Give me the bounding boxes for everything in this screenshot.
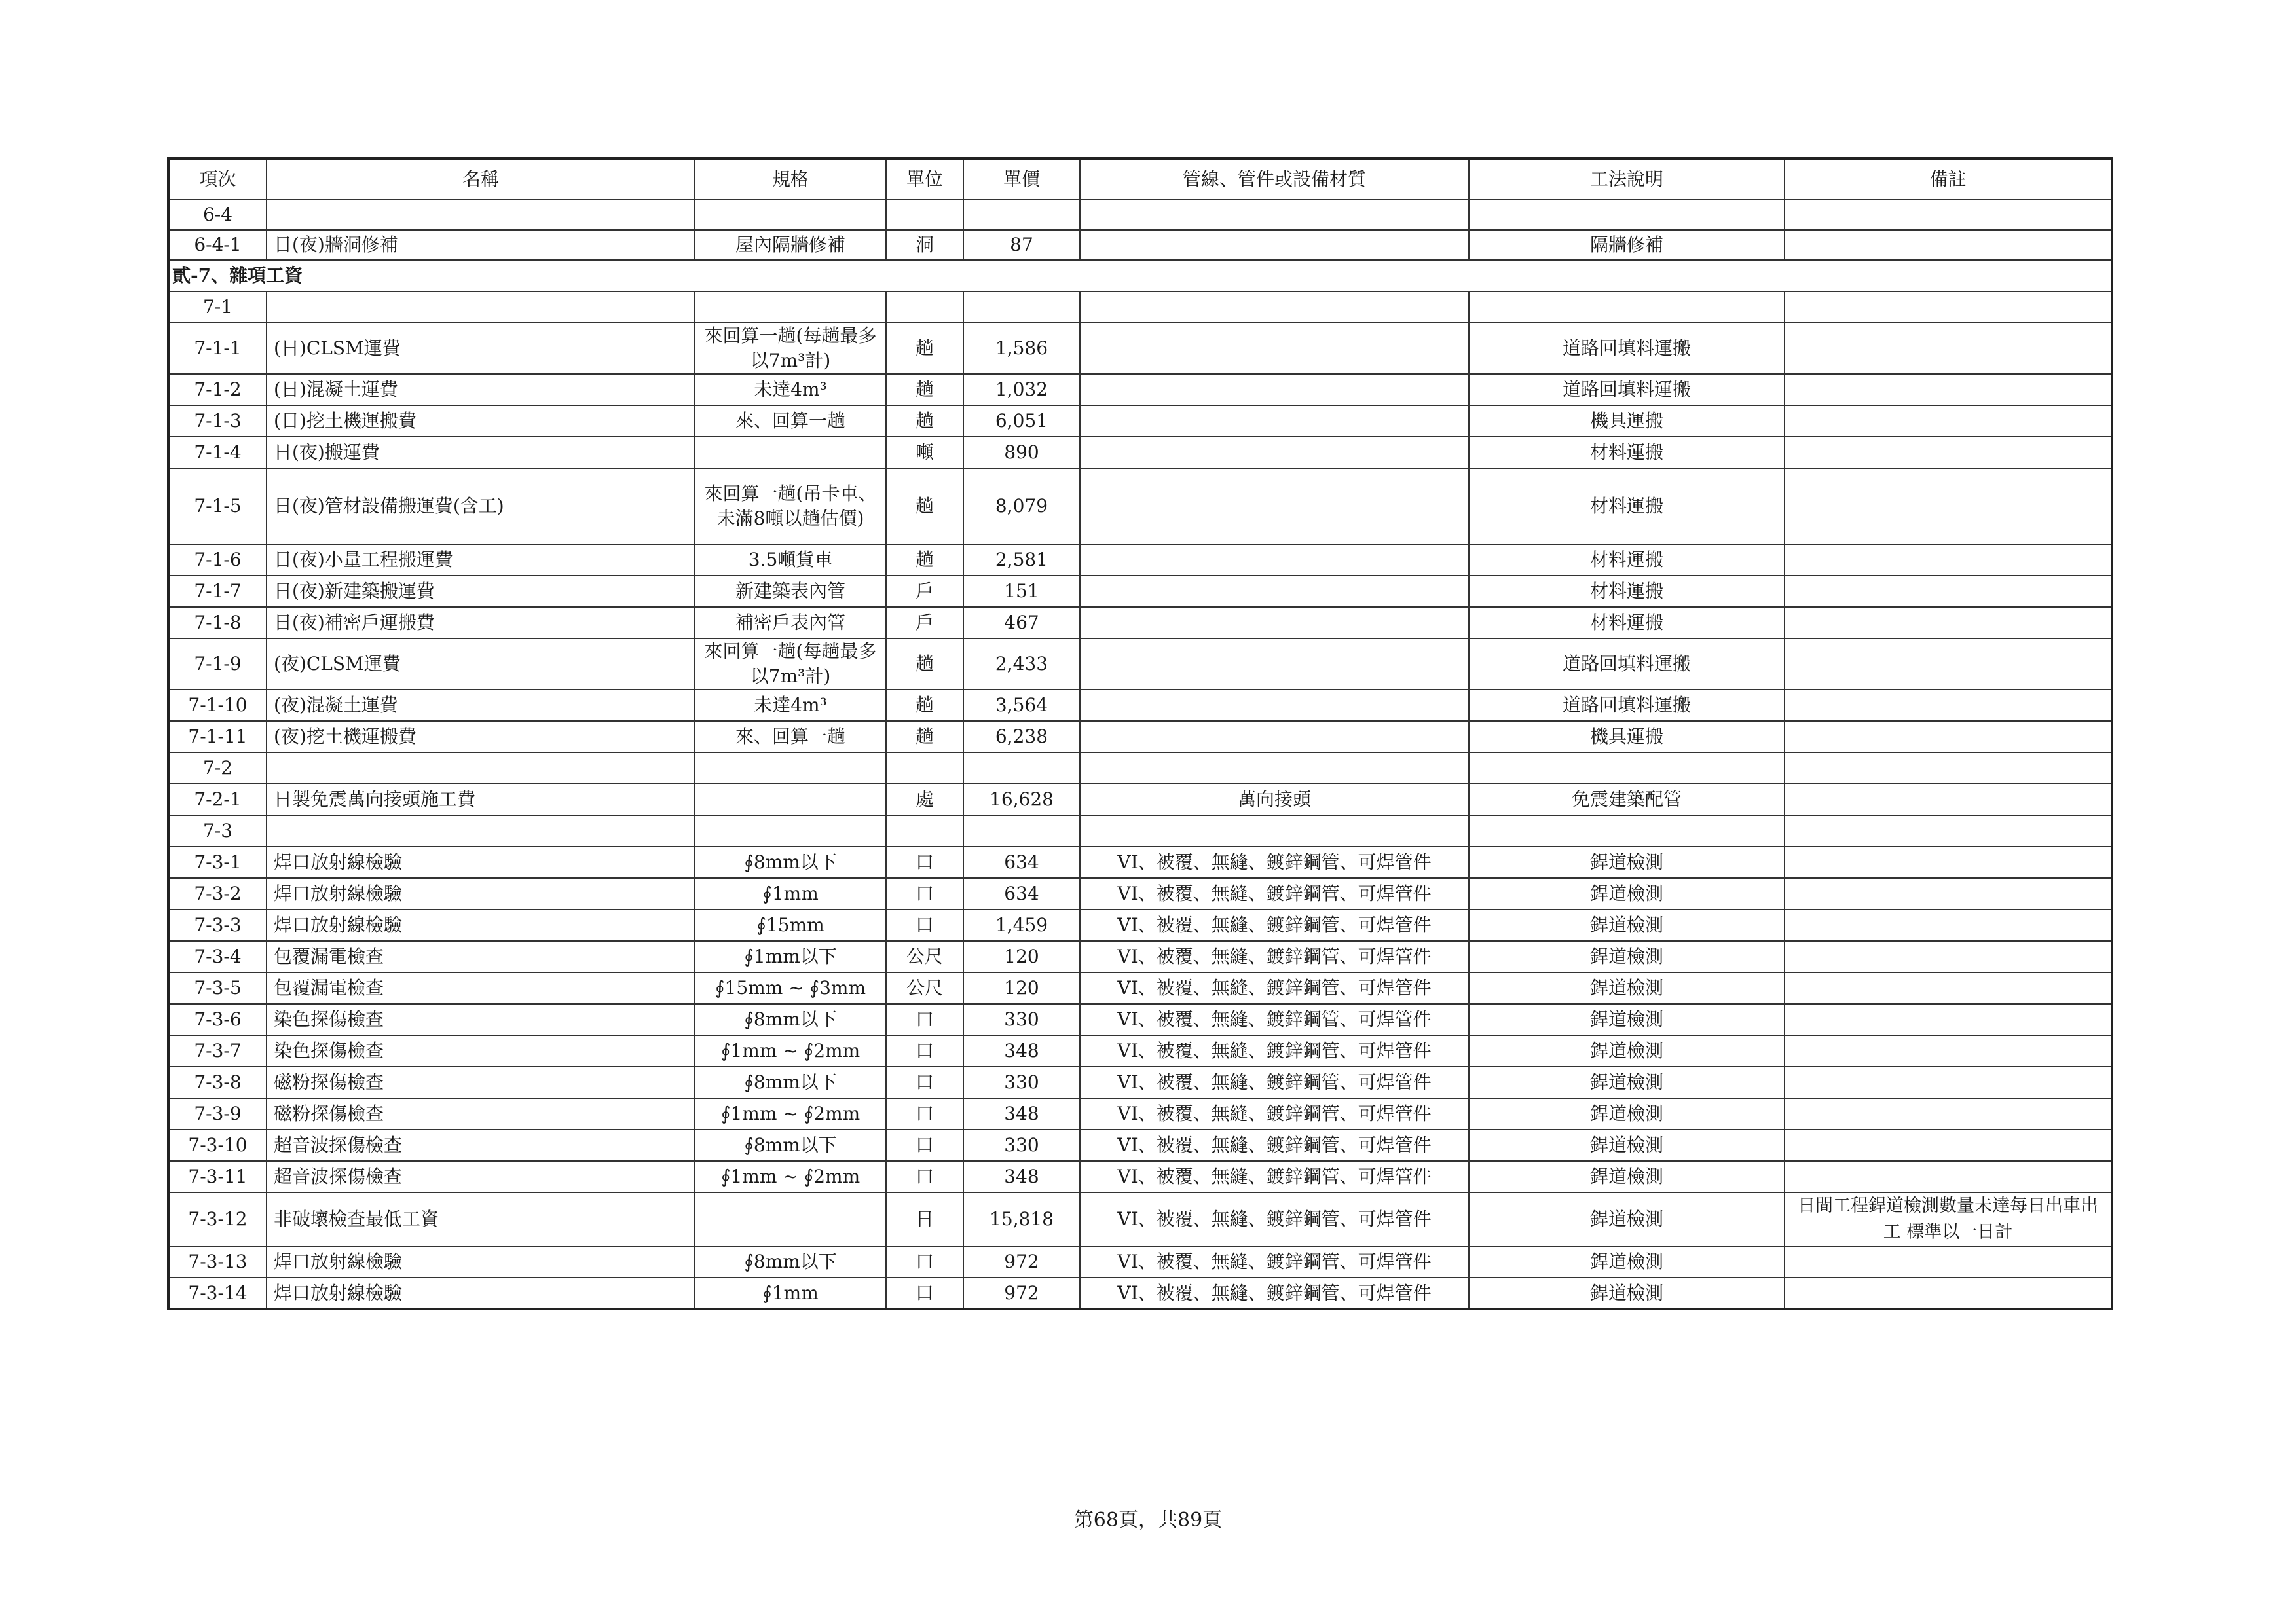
table-row xyxy=(168,815,2112,847)
table-row xyxy=(168,910,2112,941)
material-cell: VI、被覆、無縫、鍍鋅鋼管、可焊管件 xyxy=(1080,1246,1469,1278)
remarks-cell xyxy=(1785,468,2112,544)
remarks-cell xyxy=(1785,784,2112,815)
material-cell xyxy=(1080,544,1469,576)
item-no-cell: 7-3-13 xyxy=(168,1246,267,1278)
unit-price-cell: 8,079 xyxy=(963,468,1080,544)
unit-price-cell xyxy=(963,291,1080,323)
table-row xyxy=(168,638,2112,690)
item-no-cell: 7-1-5 xyxy=(168,468,267,544)
remarks-cell xyxy=(1785,405,2112,437)
method-cell xyxy=(1469,200,1785,230)
material-cell: VI、被覆、無縫、鍍鋅鋼管、可焊管件 xyxy=(1080,1130,1469,1161)
unit-price-cell: 348 xyxy=(963,1098,1080,1130)
item-no-cell: 7-1-3 xyxy=(168,405,267,437)
table-row xyxy=(168,1161,2112,1192)
material-cell xyxy=(1080,607,1469,638)
unit-price-cell: 1,459 xyxy=(963,910,1080,941)
method-cell: 銲道檢測 xyxy=(1469,941,1785,972)
material-cell xyxy=(1080,721,1469,752)
name-cell: 染色探傷檢查 xyxy=(267,1035,695,1067)
unit-price-cell: 467 xyxy=(963,607,1080,638)
table-row xyxy=(168,941,2112,972)
unit-cell: 公尺 xyxy=(886,941,963,972)
spec-cell: 未達4m³ xyxy=(695,690,886,721)
material-cell: VI、被覆、無縫、鍍鋅鋼管、可焊管件 xyxy=(1080,878,1469,910)
remarks-cell xyxy=(1785,1246,2112,1278)
spec-cell: 屋內隔牆修補 xyxy=(695,230,886,260)
method-cell: 材料運搬 xyxy=(1469,437,1785,468)
unit-price-cell xyxy=(963,815,1080,847)
header-cell-unit-price: 單價 xyxy=(963,158,1080,200)
section-title: 貳-7、雜項工資 xyxy=(168,260,2112,291)
remarks-cell xyxy=(1785,1067,2112,1098)
remarks-cell xyxy=(1785,576,2112,607)
unit-price-cell: 2,433 xyxy=(963,638,1080,690)
table-row xyxy=(168,374,2112,405)
unit-price-cell: 348 xyxy=(963,1035,1080,1067)
spec-cell: ∮8mm以下 xyxy=(695,1246,886,1278)
method-cell: 道路回填料運搬 xyxy=(1469,323,1785,374)
item-no-cell: 7-3 xyxy=(168,815,267,847)
remarks-cell xyxy=(1785,1161,2112,1192)
section-row xyxy=(168,260,2112,291)
spec-cell: ∮15mm xyxy=(695,910,886,941)
method-cell xyxy=(1469,752,1785,784)
material-cell: VI、被覆、無縫、鍍鋅鋼管、可焊管件 xyxy=(1080,1161,1469,1192)
unit-cell: 口 xyxy=(886,878,963,910)
table-row xyxy=(168,437,2112,468)
name-cell: 包覆漏電檢查 xyxy=(267,941,695,972)
header-cell-remarks: 備註 xyxy=(1785,158,2112,200)
item-no-cell: 7-3-3 xyxy=(168,910,267,941)
name-cell xyxy=(267,815,695,847)
spec-cell: ∮1mm ~ ∮2mm xyxy=(695,1098,886,1130)
table-row xyxy=(168,405,2112,437)
table-row xyxy=(168,752,2112,784)
table-body xyxy=(168,200,2112,1309)
method-cell: 銲道檢測 xyxy=(1469,847,1785,878)
remarks-cell xyxy=(1785,972,2112,1004)
material-cell xyxy=(1080,405,1469,437)
header-cell-unit: 單位 xyxy=(886,158,963,200)
method-cell: 道路回填料運搬 xyxy=(1469,374,1785,405)
unit-price-cell: 151 xyxy=(963,576,1080,607)
material-cell xyxy=(1080,576,1469,607)
table-row xyxy=(168,847,2112,878)
spec-cell: 來回算一趟(每趟最多以7m³計) xyxy=(695,323,886,374)
spec-cell: ∮1mm ~ ∮2mm xyxy=(695,1035,886,1067)
item-no-cell: 7-1-8 xyxy=(168,607,267,638)
spec-cell: 來、回算一趟 xyxy=(695,721,886,752)
item-no-cell: 7-3-8 xyxy=(168,1067,267,1098)
material-cell: VI、被覆、無縫、鍍鋅鋼管、可焊管件 xyxy=(1080,847,1469,878)
name-cell: 染色探傷檢查 xyxy=(267,1004,695,1035)
method-cell: 材料運搬 xyxy=(1469,607,1785,638)
spec-cell: ∮8mm以下 xyxy=(695,1004,886,1035)
unit-cell: 趟 xyxy=(886,690,963,721)
remarks-cell xyxy=(1785,1130,2112,1161)
unit-cell xyxy=(886,815,963,847)
item-no-cell: 7-3-14 xyxy=(168,1278,267,1309)
material-cell: VI、被覆、無縫、鍍鋅鋼管、可焊管件 xyxy=(1080,972,1469,1004)
spec-cell: 3.5噸貨車 xyxy=(695,544,886,576)
table-row xyxy=(168,784,2112,815)
item-no-cell: 7-2 xyxy=(168,752,267,784)
unit-cell xyxy=(886,291,963,323)
spec-cell: ∮1mm xyxy=(695,878,886,910)
header-row xyxy=(168,158,2112,200)
method-cell: 銲道檢測 xyxy=(1469,972,1785,1004)
unit-price-cell: 890 xyxy=(963,437,1080,468)
unit-price-cell: 634 xyxy=(963,847,1080,878)
method-cell: 道路回填料運搬 xyxy=(1469,638,1785,690)
unit-cell: 趟 xyxy=(886,721,963,752)
unit-price-cell: 120 xyxy=(963,941,1080,972)
unit-cell: 趟 xyxy=(886,468,963,544)
item-no-cell: 7-3-9 xyxy=(168,1098,267,1130)
material-cell: VI、被覆、無縫、鍍鋅鋼管、可焊管件 xyxy=(1080,1192,1469,1246)
material-cell xyxy=(1080,468,1469,544)
item-no-cell: 7-1-2 xyxy=(168,374,267,405)
spec-cell xyxy=(695,291,886,323)
unit-price-cell: 120 xyxy=(963,972,1080,1004)
table-row xyxy=(168,291,2112,323)
item-no-cell: 7-3-7 xyxy=(168,1035,267,1067)
remarks-cell xyxy=(1785,847,2112,878)
method-cell: 材料運搬 xyxy=(1469,576,1785,607)
remarks-cell xyxy=(1785,690,2112,721)
method-cell: 機具運搬 xyxy=(1469,721,1785,752)
name-cell: (日)混凝土運費 xyxy=(267,374,695,405)
spec-cell xyxy=(695,752,886,784)
spec-cell xyxy=(695,437,886,468)
name-cell: 焊口放射線檢驗 xyxy=(267,1278,695,1309)
material-cell: 萬向接頭 xyxy=(1080,784,1469,815)
remarks-cell xyxy=(1785,878,2112,910)
spec-cell: 未達4m³ xyxy=(695,374,886,405)
item-no-cell: 7-1-4 xyxy=(168,437,267,468)
remarks-cell xyxy=(1785,815,2112,847)
table-row xyxy=(168,544,2112,576)
name-cell: 日(夜)管材設備搬運費(含工) xyxy=(267,468,695,544)
header-cell-item-no: 項次 xyxy=(168,158,267,200)
table-row xyxy=(168,230,2112,260)
name-cell: 焊口放射線檢驗 xyxy=(267,847,695,878)
material-cell: VI、被覆、無縫、鍍鋅鋼管、可焊管件 xyxy=(1080,910,1469,941)
unit-cell: 口 xyxy=(886,910,963,941)
item-no-cell: 7-3-11 xyxy=(168,1161,267,1192)
unit-price-cell: 1,586 xyxy=(963,323,1080,374)
method-cell: 銲道檢測 xyxy=(1469,1098,1785,1130)
unit-price-cell: 330 xyxy=(963,1004,1080,1035)
spec-cell: 來回算一趟(吊卡車、未滿8噸以趟估價) xyxy=(695,468,886,544)
unit-cell: 趟 xyxy=(886,405,963,437)
material-cell xyxy=(1080,437,1469,468)
table-row xyxy=(168,1004,2112,1035)
price-table xyxy=(167,157,2113,1310)
unit-cell: 口 xyxy=(886,1004,963,1035)
unit-cell: 口 xyxy=(886,1035,963,1067)
unit-price-cell: 6,051 xyxy=(963,405,1080,437)
remarks-cell xyxy=(1785,374,2112,405)
item-no-cell: 7-1 xyxy=(168,291,267,323)
remarks-cell xyxy=(1785,200,2112,230)
method-cell: 銲道檢測 xyxy=(1469,1004,1785,1035)
unit-cell: 口 xyxy=(886,1098,963,1130)
unit-price-cell: 87 xyxy=(963,230,1080,260)
material-cell: VI、被覆、無縫、鍍鋅鋼管、可焊管件 xyxy=(1080,1067,1469,1098)
item-no-cell: 7-1-10 xyxy=(168,690,267,721)
unit-price-cell: 16,628 xyxy=(963,784,1080,815)
remarks-cell xyxy=(1785,323,2112,374)
spec-cell: 來回算一趟(每趟最多以7m³計) xyxy=(695,638,886,690)
table-row xyxy=(168,1278,2112,1309)
name-cell xyxy=(267,200,695,230)
remarks-cell xyxy=(1785,607,2112,638)
item-no-cell: 7-3-6 xyxy=(168,1004,267,1035)
unit-cell: 口 xyxy=(886,1278,963,1309)
unit-price-cell: 2,581 xyxy=(963,544,1080,576)
spec-cell: 新建築表內管 xyxy=(695,576,886,607)
unit-price-cell: 6,238 xyxy=(963,721,1080,752)
name-cell: 日(夜)小量工程搬運費 xyxy=(267,544,695,576)
name-cell xyxy=(267,752,695,784)
remarks-cell: 日間工程銲道檢測數量未達每日出車出工 標準以一日計 xyxy=(1785,1192,2112,1246)
unit-price-cell: 1,032 xyxy=(963,374,1080,405)
method-cell: 道路回填料運搬 xyxy=(1469,690,1785,721)
unit-cell: 公尺 xyxy=(886,972,963,1004)
name-cell: (夜)挖土機運搬費 xyxy=(267,721,695,752)
unit-cell: 趟 xyxy=(886,638,963,690)
method-cell: 銲道檢測 xyxy=(1469,1278,1785,1309)
header-cell-material: 管線、管件或設備材質 xyxy=(1080,158,1469,200)
remarks-cell xyxy=(1785,910,2112,941)
name-cell: (夜)CLSM運費 xyxy=(267,638,695,690)
item-no-cell: 7-3-2 xyxy=(168,878,267,910)
remarks-cell xyxy=(1785,638,2112,690)
name-cell: 非破壞檢查最低工資 xyxy=(267,1192,695,1246)
name-cell: 日(夜)牆洞修補 xyxy=(267,230,695,260)
table-row xyxy=(168,468,2112,544)
material-cell xyxy=(1080,815,1469,847)
unit-price-cell xyxy=(963,752,1080,784)
name-cell: 焊口放射線檢驗 xyxy=(267,878,695,910)
method-cell: 銲道檢測 xyxy=(1469,1130,1785,1161)
unit-cell: 趟 xyxy=(886,544,963,576)
unit-cell: 口 xyxy=(886,1130,963,1161)
remarks-cell xyxy=(1785,437,2112,468)
name-cell: 焊口放射線檢驗 xyxy=(267,910,695,941)
page-number: 第68頁，共89頁 xyxy=(1073,1509,1223,1532)
name-cell: 日製免震萬向接頭施工費 xyxy=(267,784,695,815)
item-no-cell: 7-3-5 xyxy=(168,972,267,1004)
material-cell xyxy=(1080,291,1469,323)
material-cell: VI、被覆、無縫、鍍鋅鋼管、可焊管件 xyxy=(1080,1098,1469,1130)
item-no-cell: 7-3-1 xyxy=(168,847,267,878)
item-no-cell: 7-1-7 xyxy=(168,576,267,607)
table-row xyxy=(168,878,2112,910)
item-no-cell: 6-4-1 xyxy=(168,230,267,260)
method-cell: 材料運搬 xyxy=(1469,468,1785,544)
material-cell xyxy=(1080,374,1469,405)
spec-cell: ∮8mm以下 xyxy=(695,1067,886,1098)
remarks-cell xyxy=(1785,1098,2112,1130)
unit-cell xyxy=(886,200,963,230)
item-no-cell: 7-2-1 xyxy=(168,784,267,815)
unit-cell: 口 xyxy=(886,1161,963,1192)
unit-price-cell: 15,818 xyxy=(963,1192,1080,1246)
material-cell xyxy=(1080,200,1469,230)
unit-cell: 口 xyxy=(886,847,963,878)
table-row xyxy=(168,1192,2112,1246)
remarks-cell xyxy=(1785,752,2112,784)
unit-cell: 日 xyxy=(886,1192,963,1246)
item-no-cell: 6-4 xyxy=(168,200,267,230)
unit-price-cell: 972 xyxy=(963,1246,1080,1278)
unit-price-cell: 330 xyxy=(963,1067,1080,1098)
name-cell: 超音波探傷檢查 xyxy=(267,1161,695,1192)
name-cell: (夜)混凝土運費 xyxy=(267,690,695,721)
unit-cell: 趟 xyxy=(886,374,963,405)
method-cell: 銲道檢測 xyxy=(1469,1161,1785,1192)
spec-cell xyxy=(695,784,886,815)
remarks-cell xyxy=(1785,1004,2112,1035)
method-cell: 銲道檢測 xyxy=(1469,910,1785,941)
method-cell: 銲道檢測 xyxy=(1469,1067,1785,1098)
name-cell: 磁粉探傷檢查 xyxy=(267,1067,695,1098)
name-cell: (日)CLSM運費 xyxy=(267,323,695,374)
method-cell: 銲道檢測 xyxy=(1469,1192,1785,1246)
method-cell: 銲道檢測 xyxy=(1469,878,1785,910)
material-cell xyxy=(1080,323,1469,374)
table-row xyxy=(168,1067,2112,1098)
spec-cell: 補密戶表內管 xyxy=(695,607,886,638)
remarks-cell xyxy=(1785,291,2112,323)
header-cell-method: 工法說明 xyxy=(1469,158,1785,200)
table-row xyxy=(168,607,2112,638)
table-row xyxy=(168,1246,2112,1278)
item-no-cell: 7-1-11 xyxy=(168,721,267,752)
unit-cell: 戶 xyxy=(886,576,963,607)
item-no-cell: 7-3-12 xyxy=(168,1192,267,1246)
table-row xyxy=(168,690,2112,721)
unit-price-cell: 348 xyxy=(963,1161,1080,1192)
name-cell: 日(夜)新建築搬運費 xyxy=(267,576,695,607)
unit-cell: 處 xyxy=(886,784,963,815)
remarks-cell xyxy=(1785,941,2112,972)
material-cell: VI、被覆、無縫、鍍鋅鋼管、可焊管件 xyxy=(1080,941,1469,972)
item-no-cell: 7-3-10 xyxy=(168,1130,267,1161)
table-row xyxy=(168,200,2112,230)
item-no-cell: 7-1-6 xyxy=(168,544,267,576)
remarks-cell xyxy=(1785,1278,2112,1309)
material-cell xyxy=(1080,752,1469,784)
name-cell: 包覆漏電檢查 xyxy=(267,972,695,1004)
name-cell: 焊口放射線檢驗 xyxy=(267,1246,695,1278)
unit-price-cell xyxy=(963,200,1080,230)
name-cell: 日(夜)補密戶運搬費 xyxy=(267,607,695,638)
header-cell-spec: 規格 xyxy=(695,158,886,200)
name-cell: 磁粉探傷檢查 xyxy=(267,1098,695,1130)
unit-cell: 戶 xyxy=(886,607,963,638)
spec-cell: ∮15mm ~ ∮3mm xyxy=(695,972,886,1004)
unit-cell: 口 xyxy=(886,1067,963,1098)
method-cell xyxy=(1469,815,1785,847)
table-row xyxy=(168,1130,2112,1161)
table-row xyxy=(168,576,2112,607)
table-row xyxy=(168,972,2112,1004)
material-cell xyxy=(1080,230,1469,260)
table-row xyxy=(168,1098,2112,1130)
method-cell: 銲道檢測 xyxy=(1469,1246,1785,1278)
method-cell: 材料運搬 xyxy=(1469,544,1785,576)
method-cell xyxy=(1469,291,1785,323)
unit-price-cell: 330 xyxy=(963,1130,1080,1161)
remarks-cell xyxy=(1785,230,2112,260)
name-cell: (日)挖土機運搬費 xyxy=(267,405,695,437)
spec-cell: ∮8mm以下 xyxy=(695,1130,886,1161)
material-cell xyxy=(1080,690,1469,721)
unit-cell: 噸 xyxy=(886,437,963,468)
item-no-cell: 7-1-1 xyxy=(168,323,267,374)
spec-cell xyxy=(695,200,886,230)
name-cell: 日(夜)搬運費 xyxy=(267,437,695,468)
method-cell: 銲道檢測 xyxy=(1469,1035,1785,1067)
remarks-cell xyxy=(1785,544,2112,576)
unit-cell: 洞 xyxy=(886,230,963,260)
spec-cell: ∮1mm以下 xyxy=(695,941,886,972)
material-cell: VI、被覆、無縫、鍍鋅鋼管、可焊管件 xyxy=(1080,1004,1469,1035)
unit-price-cell: 634 xyxy=(963,878,1080,910)
spec-cell: ∮1mm ~ ∮2mm xyxy=(695,1161,886,1192)
name-cell: 超音波探傷檢查 xyxy=(267,1130,695,1161)
material-cell: VI、被覆、無縫、鍍鋅鋼管、可焊管件 xyxy=(1080,1035,1469,1067)
remarks-cell xyxy=(1785,721,2112,752)
unit-cell: 口 xyxy=(886,1246,963,1278)
unit-cell xyxy=(886,752,963,784)
method-cell: 隔牆修補 xyxy=(1469,230,1785,260)
table-row xyxy=(168,323,2112,374)
method-cell: 機具運搬 xyxy=(1469,405,1785,437)
remarks-cell xyxy=(1785,1035,2112,1067)
unit-price-cell: 972 xyxy=(963,1278,1080,1309)
spec-cell: ∮1mm xyxy=(695,1278,886,1309)
item-no-cell: 7-1-9 xyxy=(168,638,267,690)
material-cell: VI、被覆、無縫、鍍鋅鋼管、可焊管件 xyxy=(1080,1278,1469,1309)
spec-cell xyxy=(695,815,886,847)
name-cell xyxy=(267,291,695,323)
spec-cell: 來、回算一趟 xyxy=(695,405,886,437)
unit-price-cell: 3,564 xyxy=(963,690,1080,721)
spec-cell xyxy=(695,1192,886,1246)
table-row xyxy=(168,721,2112,752)
material-cell xyxy=(1080,638,1469,690)
item-no-cell: 7-3-4 xyxy=(168,941,267,972)
spec-cell: ∮8mm以下 xyxy=(695,847,886,878)
table-row xyxy=(168,1035,2112,1067)
method-cell: 免震建築配管 xyxy=(1469,784,1785,815)
header-cell-name: 名稱 xyxy=(267,158,695,200)
unit-cell: 趟 xyxy=(886,323,963,374)
